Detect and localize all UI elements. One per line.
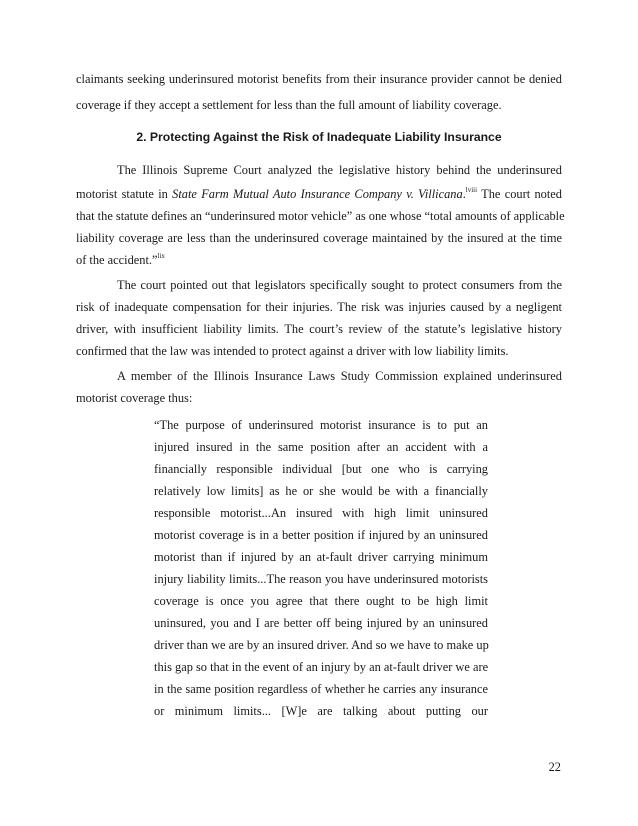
quote-line: responsible motorist...An insured with high limit uninsured — [154, 506, 488, 520]
footnote-marker: lviii — [465, 185, 478, 194]
text-span: The court noted — [477, 187, 562, 201]
section-heading: 2. Protecting Against the Risk of Inadequate Liability Insurance — [136, 130, 502, 144]
quote-line: motorist coverage is in a better position if injured by an uninsured — [154, 528, 488, 542]
quote-line: motorist than if injured by an at-fault driver carrying minimum — [154, 550, 488, 564]
quote-line: uninsured, you and I are better off being injured by an uninsured — [154, 616, 488, 630]
quote-line: this gap so that in the event of an injury by an at-fault driver we are — [154, 660, 489, 674]
case-citation: State Farm Mutual Auto Insurance Company v. Villicana — [172, 187, 463, 201]
body-text-line: claimants seeking underinsured motorist benefits from their insurance provider cannot be denied — [76, 72, 562, 86]
quote-line: injured insured in the same position after an accident with a — [154, 440, 488, 454]
quote-line: financially responsible individual [but one who is carrying — [154, 462, 488, 476]
quote-line: coverage is once you agree that there ought to be high limit — [154, 594, 488, 608]
quote-line: in the same position regardless of whether he carries any insurance — [154, 682, 488, 696]
text-span: of the accident.” — [76, 253, 158, 267]
quote-line: or minimum limits... [W]e are talking about putting our — [154, 704, 488, 718]
text-span: . — [462, 187, 466, 201]
footnote-marker: lix — [157, 251, 165, 260]
body-text-line: confirmed that the law was intended to protect against a driver with low liability limits. — [76, 344, 509, 358]
quote-line: “The purpose of underinsured motorist insurance is to put an — [154, 418, 488, 432]
body-text-line: coverage if they accept a settlement for less than the full amount of liability coverage. — [76, 98, 502, 112]
body-text-line: motorist coverage thus: — [76, 391, 193, 405]
page-number: 22 — [548, 760, 561, 774]
body-text-line: A member of the Illinois Insurance Laws Study Commission explained underinsured — [117, 369, 562, 383]
body-text-line: The court pointed out that legislators specifically sought to protect consumers from the — [117, 278, 562, 292]
text-span: motorist statute in — [76, 187, 173, 201]
quote-line: driver than we are by an insured driver. And so we have to make up — [154, 638, 489, 652]
quote-line: injury liability limits...The reason you have underinsured motorists — [154, 572, 488, 586]
body-text-line: liability coverage are less than the underinsured coverage maintained by the insured at the time — [76, 231, 562, 245]
body-text-line: that the statute defines an “underinsured motor vehicle” as one whose “total amounts of applicable — [76, 209, 565, 223]
body-text-line: driver, with insufficient liability limits. The court’s review of the statute’s legislative history — [76, 322, 562, 336]
quote-line: relatively low limits] as he or she would be with a financially — [154, 484, 488, 498]
body-text-line: risk of inadequate compensation for their injuries. The risk was injuries caused by a negligent — [76, 300, 562, 314]
body-text-line — [76, 186, 562, 202]
body-text-line: The Illinois Supreme Court analyzed the legislative history behind the underinsured — [117, 163, 562, 177]
body-text-line — [76, 252, 562, 268]
